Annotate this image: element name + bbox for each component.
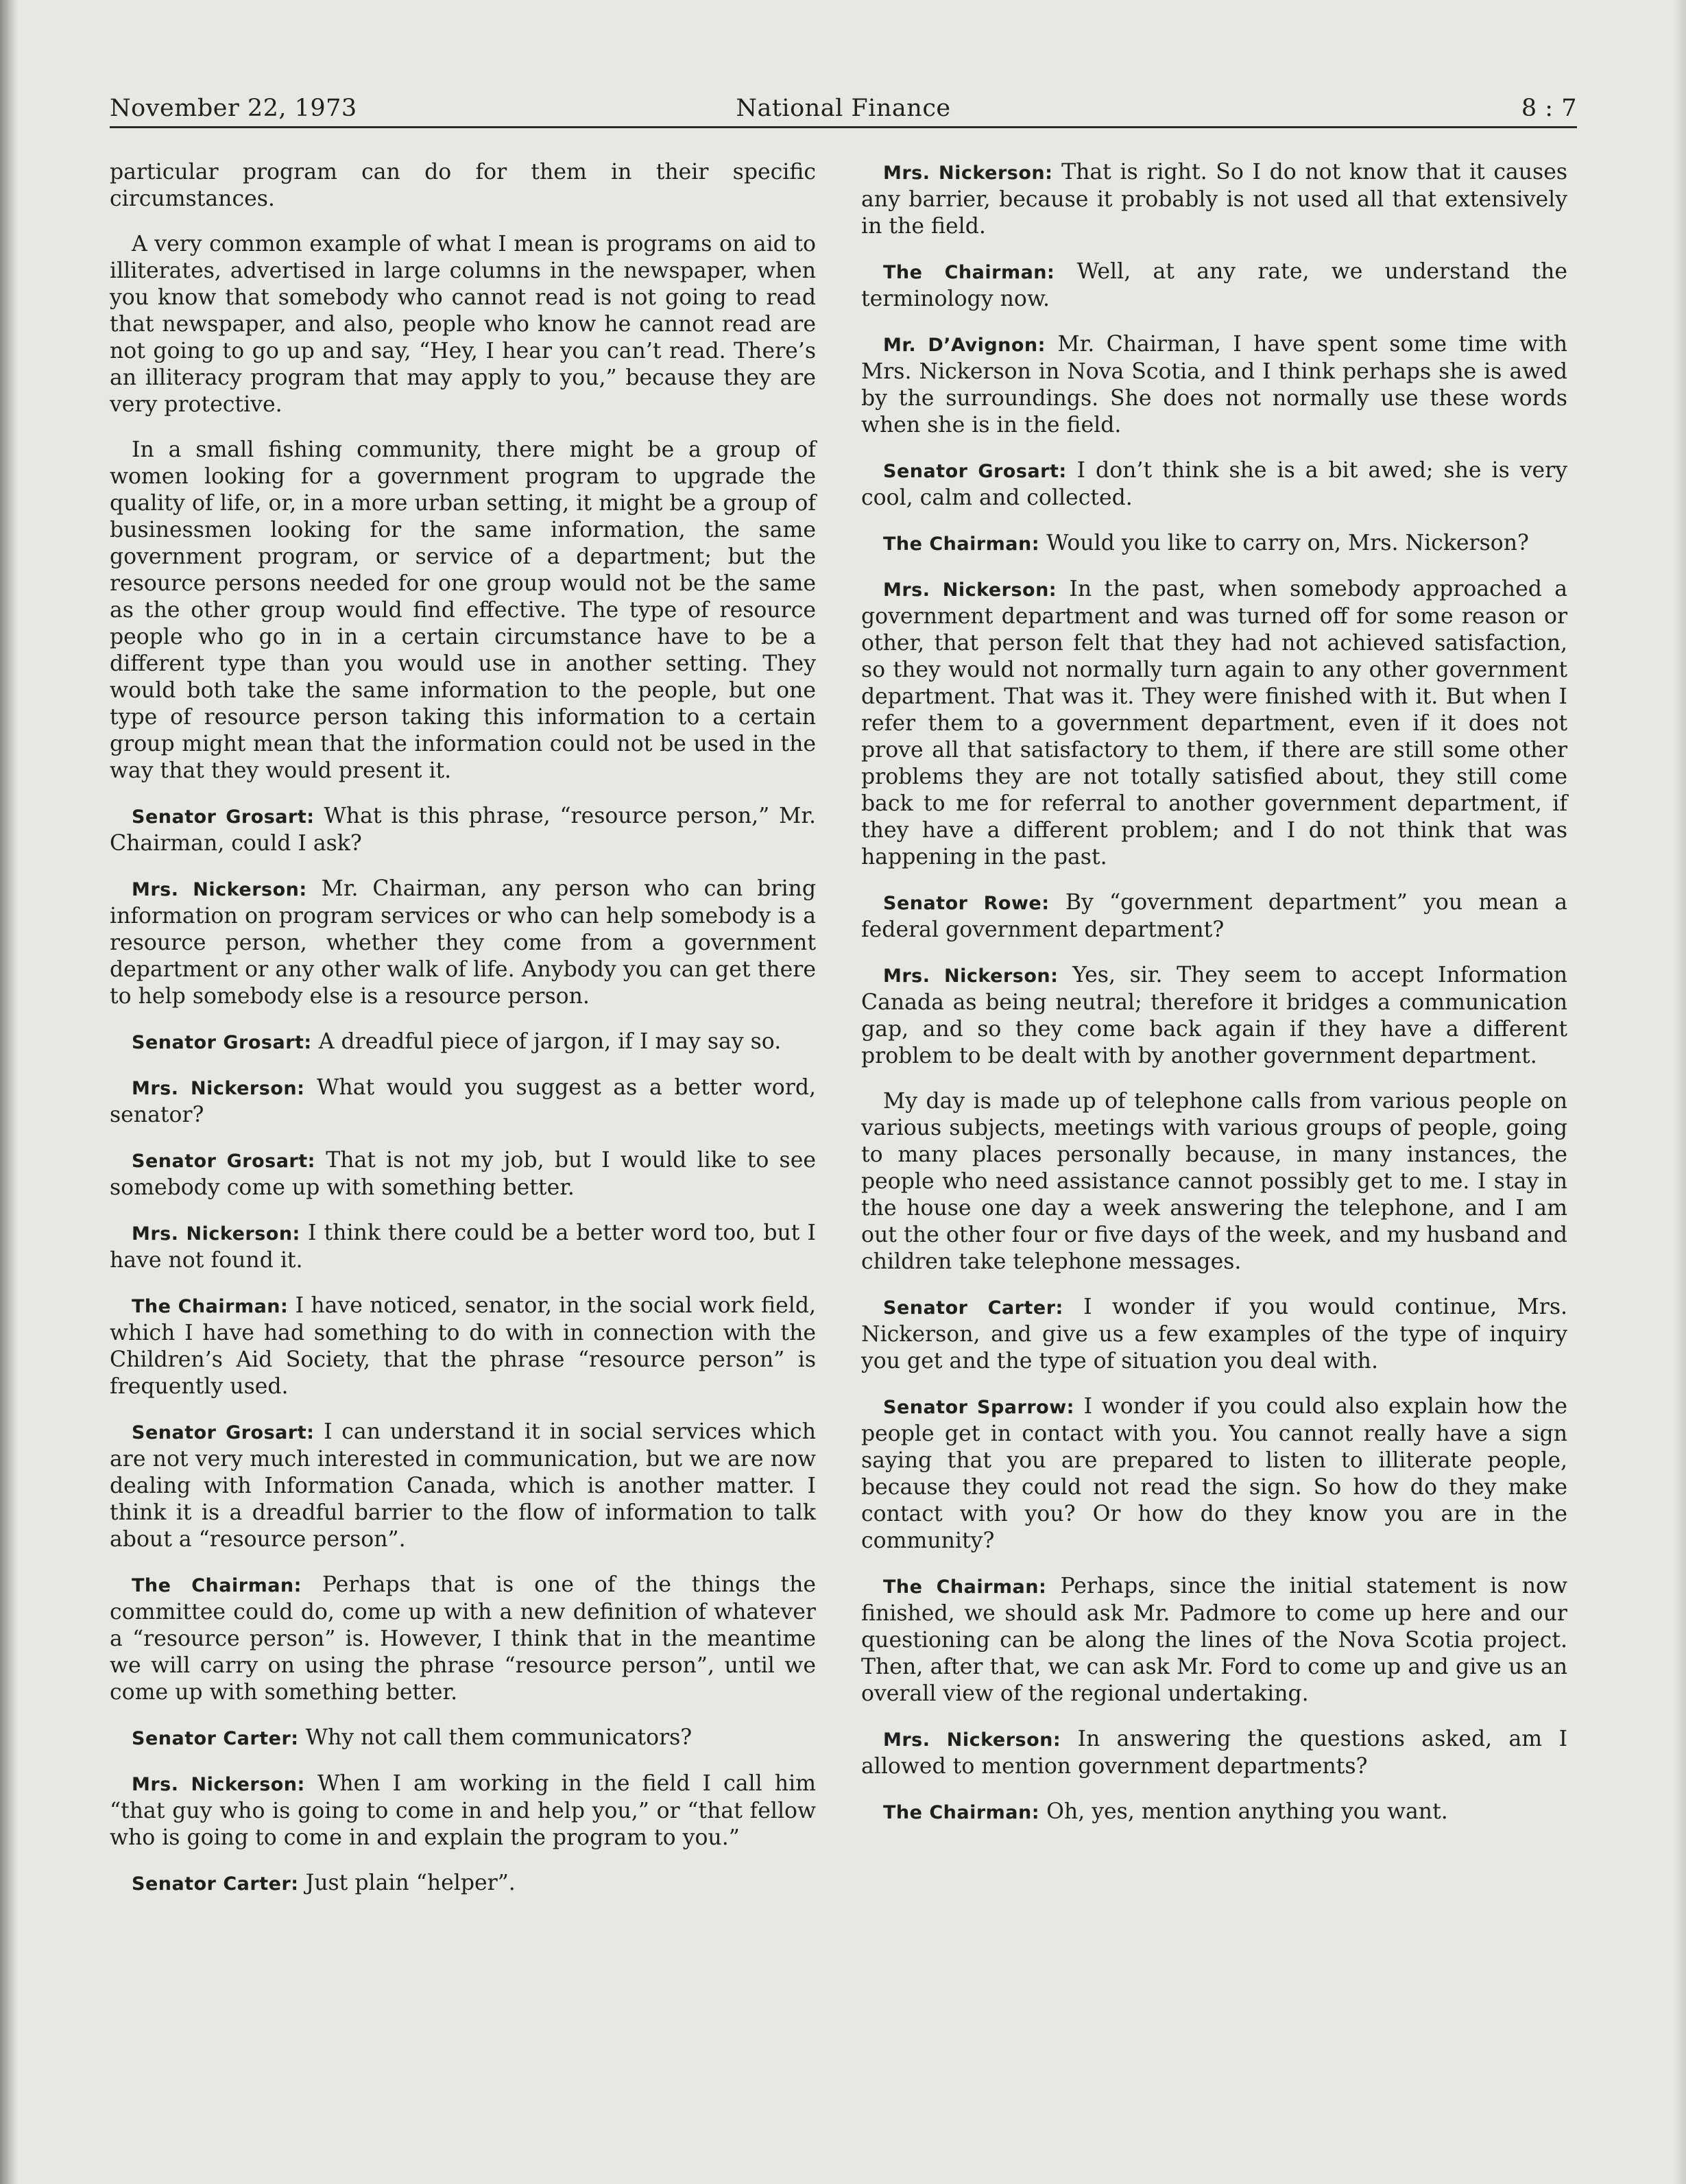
paragraph-text: I can understand it in social services which are not very much interested in communication, but we are now dealing with Information Canada, which is another matter. I think it is a dreadful barrier to the flow of information to talk about a “resource person”. [110, 1419, 816, 1552]
paragraph [110, 1419, 816, 1553]
paragraph [110, 1771, 816, 1851]
paragraph-text: When I am working in the field I call him “that guy who is going to come in and help you,” or “that fellow who is going to come in and explain the program to you.” [110, 1771, 817, 1850]
paragraph-text: particular program can do for them in their specific circumstances. [110, 160, 816, 211]
paragraph-text: Just plain “helper”. [305, 1871, 516, 1895]
left-column [110, 159, 816, 1916]
speaker-name: Senator Grosart: [132, 1032, 312, 1053]
paragraph [110, 159, 816, 213]
speaker-name: Senator Grosart: [883, 461, 1067, 482]
paragraph-text: I wonder if you could also explain how the people get in contact with you. You cannot really have a sign saying that you are prepared to listen to illiterate people, because they could not read the sign. So how do they make contact with you? Or how do they know you are in the community? [861, 1394, 1567, 1553]
speaker-name: The Chairman: [883, 1576, 1047, 1598]
paragraph-text: I think there could be a better word too, but I have not found it. [110, 1221, 816, 1273]
paragraph [110, 1220, 816, 1274]
paragraph-text: Perhaps that is one of the things the committee could do, come up with a new definition of whatever a “resource person” is. However, I think that in the meantime we will carry on using the phrase “resource person”, until we come up with something better. [110, 1572, 817, 1705]
paragraph [110, 1870, 816, 1897]
speaker-name: Mrs. Nickerson: [883, 965, 1059, 987]
paragraph-text: Yes, sir. They seem to accept Information Canada as being neutral; therefore it bridges a communication gap, and so they come back again if they have a different problem to be dealt with by another government department. [861, 963, 1568, 1068]
speaker-name: Mrs. Nickerson: [132, 1078, 305, 1099]
paragraph [110, 1572, 816, 1706]
paragraph [861, 1726, 1567, 1780]
paragraph-text: Why not call them communicators? [305, 1725, 693, 1750]
paragraph-text: I don’t think she is a bit awed; she is very cool, calm and collected. [861, 458, 1567, 510]
speaker-name: Senator Grosart: [132, 1151, 315, 1172]
paragraph-text: In a small fishing community, there might be a group of women looking for a government program to upgrade the quality of life, or, in a more urban setting, it might be a group of businessmen looking for the same information, the same government program, or service of a department; but the resource persons needed for one group would not be the same as the other group would find effective. The type of resource people who go in in a certain circumstance have to be a different type than you would use in another setting. They would both take the same information to the people, but one type of resource person taking this information to a certain group might mean that the information could not be used in the way that they would present it. [110, 437, 816, 783]
paragraph-text: In answering the questions asked, am I allowed to mention government departments? [861, 1727, 1568, 1779]
paragraph [110, 1293, 816, 1400]
paragraph-text: A dreadful piece of jargon, if I may say so. [318, 1029, 782, 1054]
paragraph-text: My day is made up of telephone calls from various people on various subjects, meetings with various groups of people, going to many places personally because, in many instances, the people who need assistance cannot possibly get to me. I stay in the house one day a week answering the telephone, and I am out the other four or five days of the week, and my husband and children take telephone messages. [861, 1089, 1567, 1274]
speaker-name: Senator Rowe: [883, 893, 1050, 914]
paragraph [110, 1725, 816, 1752]
header-date: November 22, 1973 [110, 95, 357, 122]
paragraph-text: What is this phrase, “resource person,” Mr. Chairman, could I ask? [110, 804, 816, 856]
paragraph [861, 259, 1567, 313]
header-title: National Finance [736, 95, 951, 122]
page-spine-shadow [0, 0, 18, 2184]
speaker-name: Mrs. Nickerson: [132, 1223, 300, 1245]
paragraph [110, 1029, 816, 1056]
speaker-name: Mr. D’Avignon: [883, 335, 1046, 356]
page-header [110, 95, 1577, 128]
paragraph [861, 1799, 1567, 1826]
speaker-name: Senator Grosart: [132, 1422, 315, 1443]
paragraph-text: Mr. Chairman, I have spent some time with Mrs. Nickerson in Nova Scotia, and I think perhaps she is awed by the surroundings. She does not normally use these words when she is in the field. [861, 332, 1567, 437]
paragraph [861, 1088, 1567, 1275]
speaker-name: Senator Carter: [883, 1297, 1063, 1319]
speaker-name: Mrs. Nickerson: [883, 579, 1057, 601]
speaker-name: Senator Grosart: [132, 806, 315, 828]
speaker-name: The Chairman: [883, 262, 1055, 283]
paragraph [861, 1393, 1567, 1555]
paragraph-text: Would you like to carry on, Mrs. Nickerson? [1046, 531, 1529, 555]
paragraph-text: Mr. Chairman, any person who can bring information on program services or who can help somebody is a resource person, whether they come from a government department or any other walk of life. Anybody you can get there to help somebody else is a resource person. [110, 876, 817, 1009]
header-page-number: 8 : 7 [1521, 95, 1577, 122]
paragraph-text: Well, at any rate, we understand the terminology now. [861, 259, 1567, 311]
paragraph [110, 1075, 816, 1129]
paragraph [861, 889, 1567, 944]
paragraph [110, 876, 816, 1010]
paragraph [861, 159, 1567, 240]
speaker-name: The Chairman: [883, 533, 1040, 555]
paragraph-text: What would you suggest as a better word, senator? [110, 1075, 817, 1127]
speaker-name: Mrs. Nickerson: [132, 879, 307, 900]
speaker-name: Mrs. Nickerson: [883, 163, 1053, 184]
speaker-name: Senator Carter: [132, 1728, 299, 1749]
speaker-name: Mrs. Nickerson: [132, 1774, 305, 1795]
page-edge-shadow [1674, 0, 1686, 2184]
paragraph-text: I have noticed, senator, in the social work field, which I have had something to do with in connection with the Children’s Aid Society, that the phrase “resource person” is frequently used. [110, 1293, 817, 1399]
paragraph-text: By “government department” you mean a federal government department? [861, 890, 1568, 942]
paragraph-text: I wonder if you would continue, Mrs. Nickerson, and give us a few examples of the type of inquiry you get and the type of situation you deal with. [861, 1295, 1567, 1373]
paragraph-text: That is right. So I do not know that it causes any barrier, because it probably is not used all that extensively in the field. [861, 160, 1567, 239]
speaker-name: The Chairman: [883, 1802, 1040, 1823]
paragraph [861, 962, 1567, 1070]
speaker-name: Senator Sparrow: [883, 1397, 1074, 1418]
paragraph [861, 1573, 1567, 1707]
paragraph [861, 576, 1567, 871]
speaker-name: The Chairman: [132, 1296, 289, 1317]
header-rule [110, 126, 1577, 128]
paragraph-text: Oh, yes, mention anything you want. [1046, 1799, 1448, 1824]
paragraph-text: That is not my job, but I would like to see somebody come up with something better. [110, 1148, 816, 1200]
right-column [861, 159, 1567, 1845]
paragraph [861, 1294, 1567, 1375]
paragraph [110, 1147, 816, 1201]
speaker-name: Mrs. Nickerson: [883, 1729, 1061, 1751]
paragraph [861, 530, 1567, 557]
paragraph [110, 437, 816, 784]
paragraph [861, 457, 1567, 512]
speaker-name: Senator Carter: [132, 1873, 299, 1895]
paragraph [110, 231, 816, 418]
paragraph-text: A very common example of what I mean is programs on aid to illiterates, advertised in large columns in the newspaper, when you know that somebody who cannot read is not going to read that newspaper, and also, people who know he cannot read are not going to go up and say, “Hey, I hear you can’t read. There’s an illiteracy program that may apply to you,” because they are very protective. [110, 232, 816, 417]
paragraph [861, 331, 1567, 439]
paragraph-text: In the past, when somebody approached a government department and was turned off for some reason or other, that person felt that they had not achieved satisfaction, so they would not normally turn again to any other government department. That was it. They were finished with it. But when I refer them to a government department, even if it does not prove all that satisfactory to them, if there are still some other problems they are not totally satisfied about, they still come back to me for referral to another government department, if they have a different problem; and I do not think that was happening in the past. [861, 577, 1568, 869]
speaker-name: The Chairman: [132, 1575, 302, 1596]
paragraph [110, 803, 816, 857]
paragraph-text: Perhaps, since the initial statement is now finished, we should ask Mr. Padmore to come up here and our questioning can be along the lines of the Nova Scotia project. Then, after that, we can ask Mr. Ford to come up and give us an overall view of the regional undertaking. [861, 1574, 1567, 1706]
